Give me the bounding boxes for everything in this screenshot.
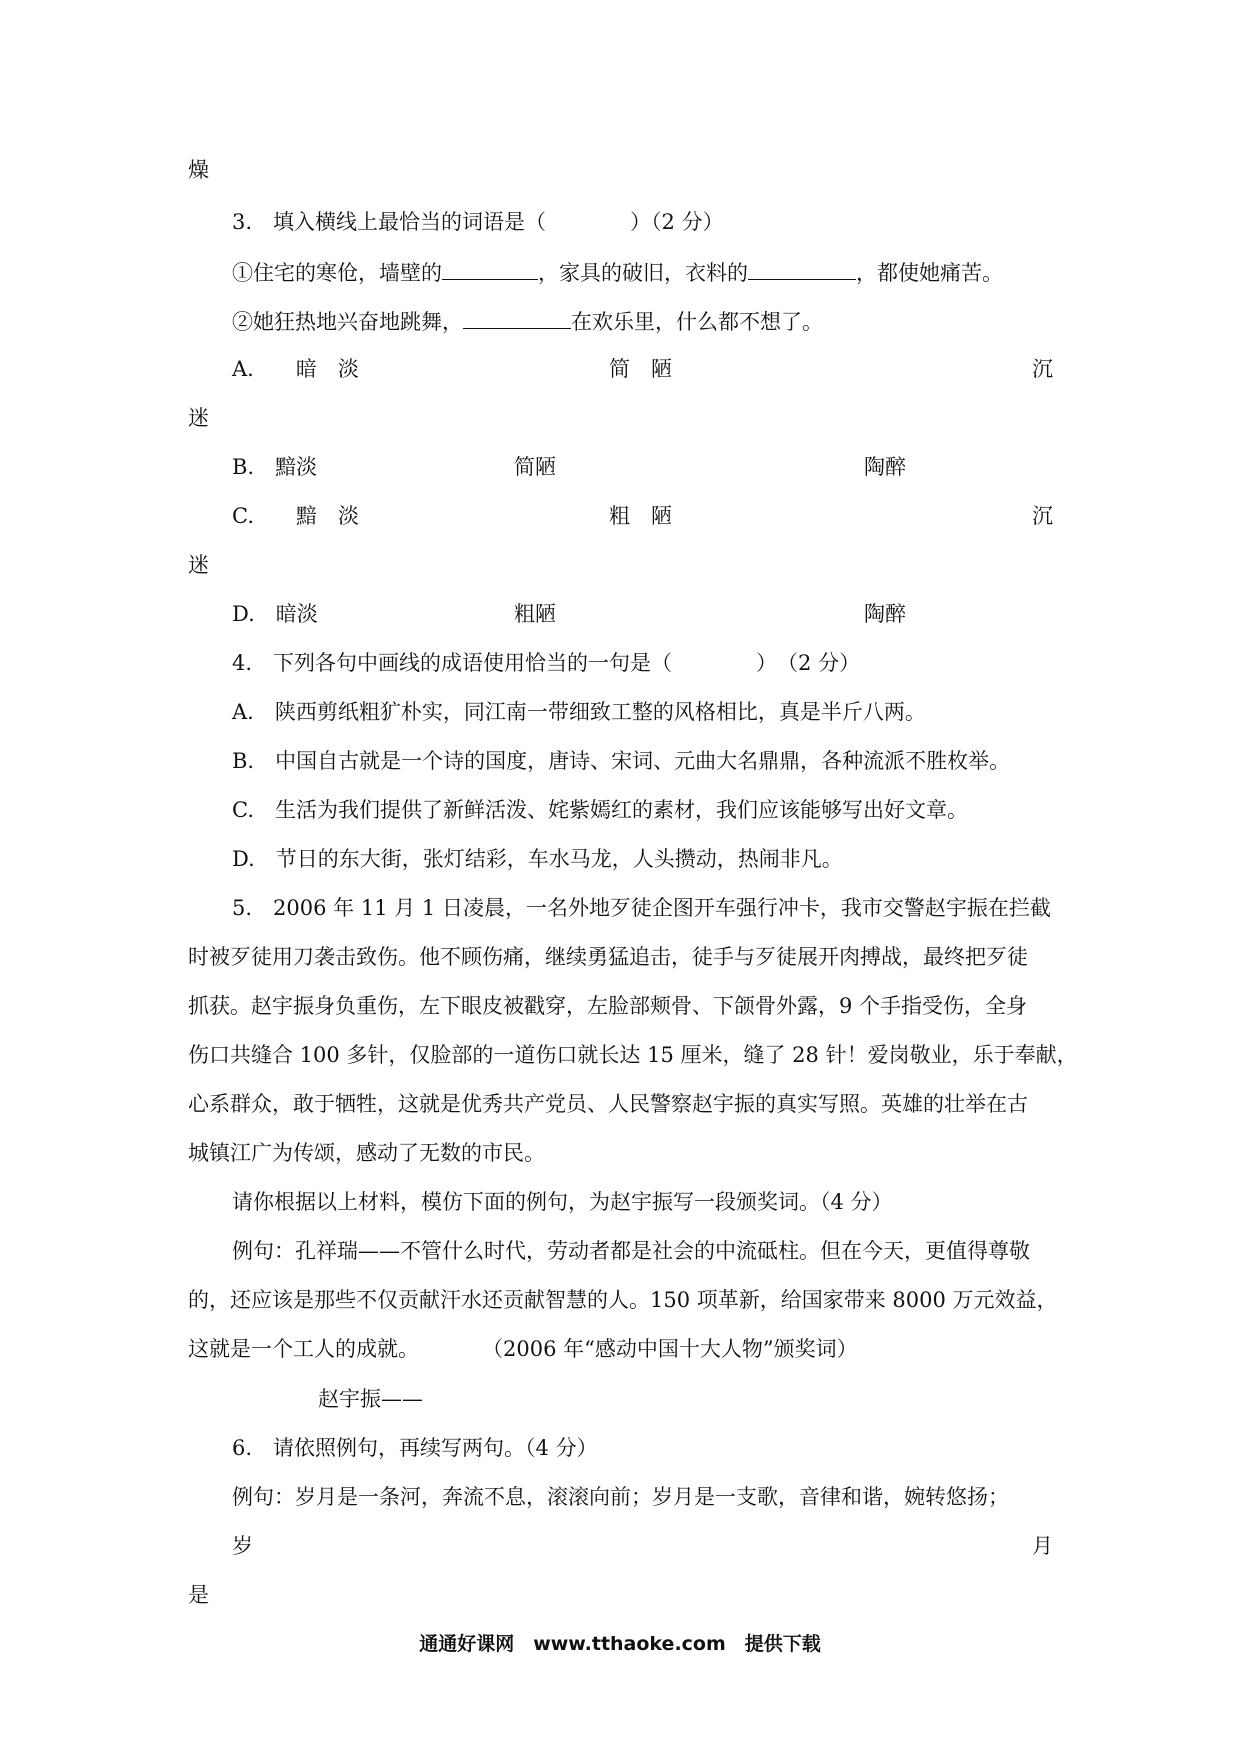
question-5-paragraph: 抓获。赵宇振身负重伤，左下眼皮被戳穿，左脸部颊骨、下颌骨外露，9 个手指受伤，全身 (188, 994, 1028, 1018)
text-line: 燥 (188, 158, 209, 182)
page-footer: 通通好课网 www.tthaoke.com 提供下载 (419, 1633, 821, 1655)
option-3b-col3: 陶醉 (864, 455, 906, 479)
option-3c-col1: C. 黯 淡 (232, 504, 359, 528)
question-5-paragraph: 心系群众，敢于牺牲，这就是优秀共产党员、人民警察赵宇振的真实写照。英雄的壮举在古 (188, 1092, 1028, 1116)
question-5-task: 请你根据以上材料，模仿下面的例句，为赵宇振写一段颁奖词。（4 分） (232, 1190, 893, 1214)
option-3a-col3: 沉 (1032, 357, 1053, 381)
text-line: 迷 (188, 406, 209, 430)
option-3a-col1: A. 暗 淡 (232, 357, 359, 381)
question-5-paragraph: 伤口共缝合 100 多针，仅脸部的一道伤口就长达 15 厘米，缝了 28 针！爱岗敬业，乐于奉献， (188, 1043, 1078, 1067)
text-span: ，家具的破旧，衣料的 (538, 261, 748, 285)
answer-line-start: 岁 (232, 1534, 253, 1558)
fill-blank (463, 310, 571, 329)
question-5-paragraph: 时被歹徒用刀袭击致伤。他不顾伤痛，继续勇猛追击，徒手与歹徒展开肉搏战，最终把歹徒 (188, 945, 1028, 969)
text-line: 是 (188, 1583, 209, 1607)
fill-blank (442, 261, 538, 280)
answer-line-end: 月 (1032, 1534, 1053, 1558)
option-4a: A. 陕西剪纸粗犷朴实，同江南一带细致工整的风格相比，真是半斤八两。 (232, 700, 926, 724)
option-3b-col2: 简陋 (514, 455, 556, 479)
question-3-sentence-1 (232, 261, 1003, 284)
text-span: ①住宅的寒伧，墙壁的 (232, 261, 442, 285)
option-3d-col3: 陶醉 (864, 602, 906, 626)
text-line: 迷 (188, 553, 209, 577)
option-4c: C. 生活为我们提供了新鲜活泼、姹紫嫣红的素材，我们应该能够写出好文章。 (232, 798, 968, 822)
question-3-sentence-2 (232, 310, 823, 333)
example-text: 的，还应该是那些不仅贡献汗水还贡献智慧的人。150 项革新，给国家带来 8000 万元效益， (188, 1288, 1058, 1312)
text-span: ，都使她痛苦。 (856, 261, 1003, 285)
question-5-paragraph: 城镇江广为传颂，感动了无数的市民。 (188, 1141, 545, 1165)
example-text: 这就是一个工人的成就。 （2006 年“感动中国十大人物”颁奖词） (188, 1337, 858, 1361)
example-text: 例句：孔祥瑞——不管什么时代，劳动者都是社会的中流砥柱。但在今天，更值得尊敬 (232, 1239, 1030, 1263)
option-3d-col1: D. 暗淡 (232, 602, 318, 626)
option-3c-col3: 沉 (1032, 504, 1053, 528)
option-4d: D. 节日的东大街，张灯结彩，车水马龙，人头攒动，热闹非凡。 (232, 847, 843, 871)
answer-prompt: 赵宇振—— (318, 1387, 423, 1411)
option-3a-col2: 简 陋 (609, 357, 672, 381)
option-4b: B. 中国自古就是一个诗的国度，唐诗、宋词、元曲大名鼎鼎，各种流派不胜枚举。 (232, 749, 1011, 773)
option-3d-col2: 粗陋 (514, 602, 556, 626)
option-3c-col2: 粗 陋 (609, 504, 672, 528)
question-6-stem: 6. 请依照例句，再续写两句。（4 分） (232, 1436, 598, 1460)
question-3-stem: 3. 填入横线上最恰当的词语是（ ）（2 分） (232, 210, 724, 234)
fill-blank (748, 261, 856, 280)
option-3b-col1: B. 黯淡 (232, 455, 318, 479)
example-text: 例句：岁月是一条河，奔流不息，滚滚向前；岁月是一支歌，音律和谐，婉转悠扬； (232, 1485, 1009, 1509)
text-span: ②她狂热地兴奋地跳舞， (232, 310, 463, 334)
text-span: 在欢乐里，什么都不想了。 (571, 310, 823, 334)
question-4-stem: 4. 下列各句中画线的成语使用恰当的一句是（ ） （2 分） (232, 651, 861, 675)
question-5-paragraph: 5. 2006 年 11 月 1 日凌晨，一名外地歹徒企图开车强行冲卡，我市交警赵宇振在拦截 (232, 896, 1051, 920)
